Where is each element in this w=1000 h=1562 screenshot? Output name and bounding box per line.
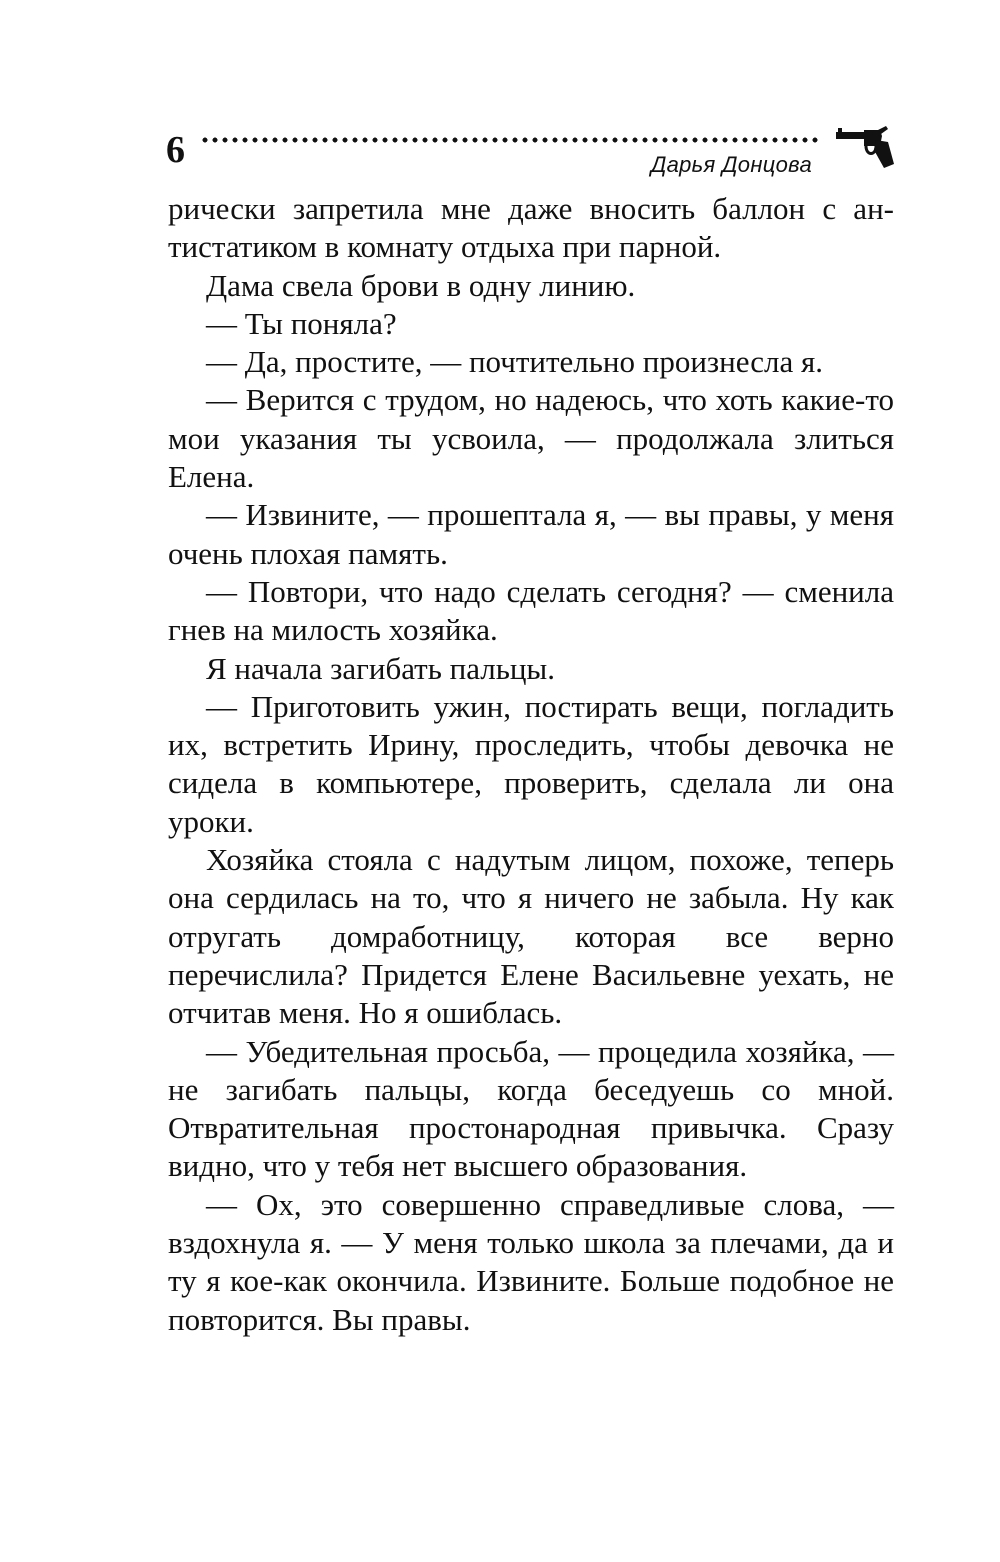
paragraph: — Убедительная просьба, — процедила хозяйка, — не загибать пальцы, когда беседуешь со мной. Отвратительная простонародная привычка. Сразу видно, что у тебя нет высшего образования. bbox=[168, 1033, 894, 1184]
paragraph: рически запретила мне даже вносить баллон с антистатиком в комнату отдыха при парной. bbox=[168, 191, 894, 265]
paragraph: Я начала загибать пальцы. bbox=[206, 650, 556, 686]
paragraph: — Приготовить ужин, постирать вещи, погладить их, встретить Ирину, проследить, чтобы девочка не сидела в компьютере, проверить, сделала ли она уроки. bbox=[168, 688, 894, 839]
paragraph: — Ты поняла? bbox=[206, 305, 397, 341]
paragraph: — Верится с трудом, но надеюсь, что хоть какие-то мои указания ты усвоила, — продолжала злиться Елена. bbox=[168, 382, 894, 495]
author-name: Дарья Донцова bbox=[650, 152, 812, 177]
body-text bbox=[168, 190, 894, 1339]
paragraph: Дама свела брови в одну линию. bbox=[206, 267, 636, 303]
revolver-icon bbox=[834, 126, 894, 168]
paragraph: — Да, простите, — почтительно произнесла я. bbox=[206, 344, 824, 380]
paragraph: — Извините, — прошептала я, — вы правы, у меня очень плохая память. bbox=[168, 497, 894, 571]
running-header bbox=[166, 118, 896, 198]
paragraph: — Повтори, что надо сделать сегодня? — сменила гнев на милость хозяйка. bbox=[168, 573, 894, 648]
page-number: 6 bbox=[166, 129, 185, 171]
dotted-rule bbox=[200, 136, 820, 144]
paragraph: — Ох, это совершенно справедливые слова, — вздохнула я. — У меня только школа за плечами, да и ту я кое-как окончила. Извините. Больше подобное не повторится. Вы правы. bbox=[168, 1186, 894, 1337]
paragraph: Хозяйка стояла с надутым лицом, похоже, теперь она сердилась на то, что я ничего не забыла. Ну как отругать домработницу, которая все верно перечислила? Придется Елене Васильевне уехать, не отчитав меня. Но я ошиблась. bbox=[168, 842, 894, 1031]
